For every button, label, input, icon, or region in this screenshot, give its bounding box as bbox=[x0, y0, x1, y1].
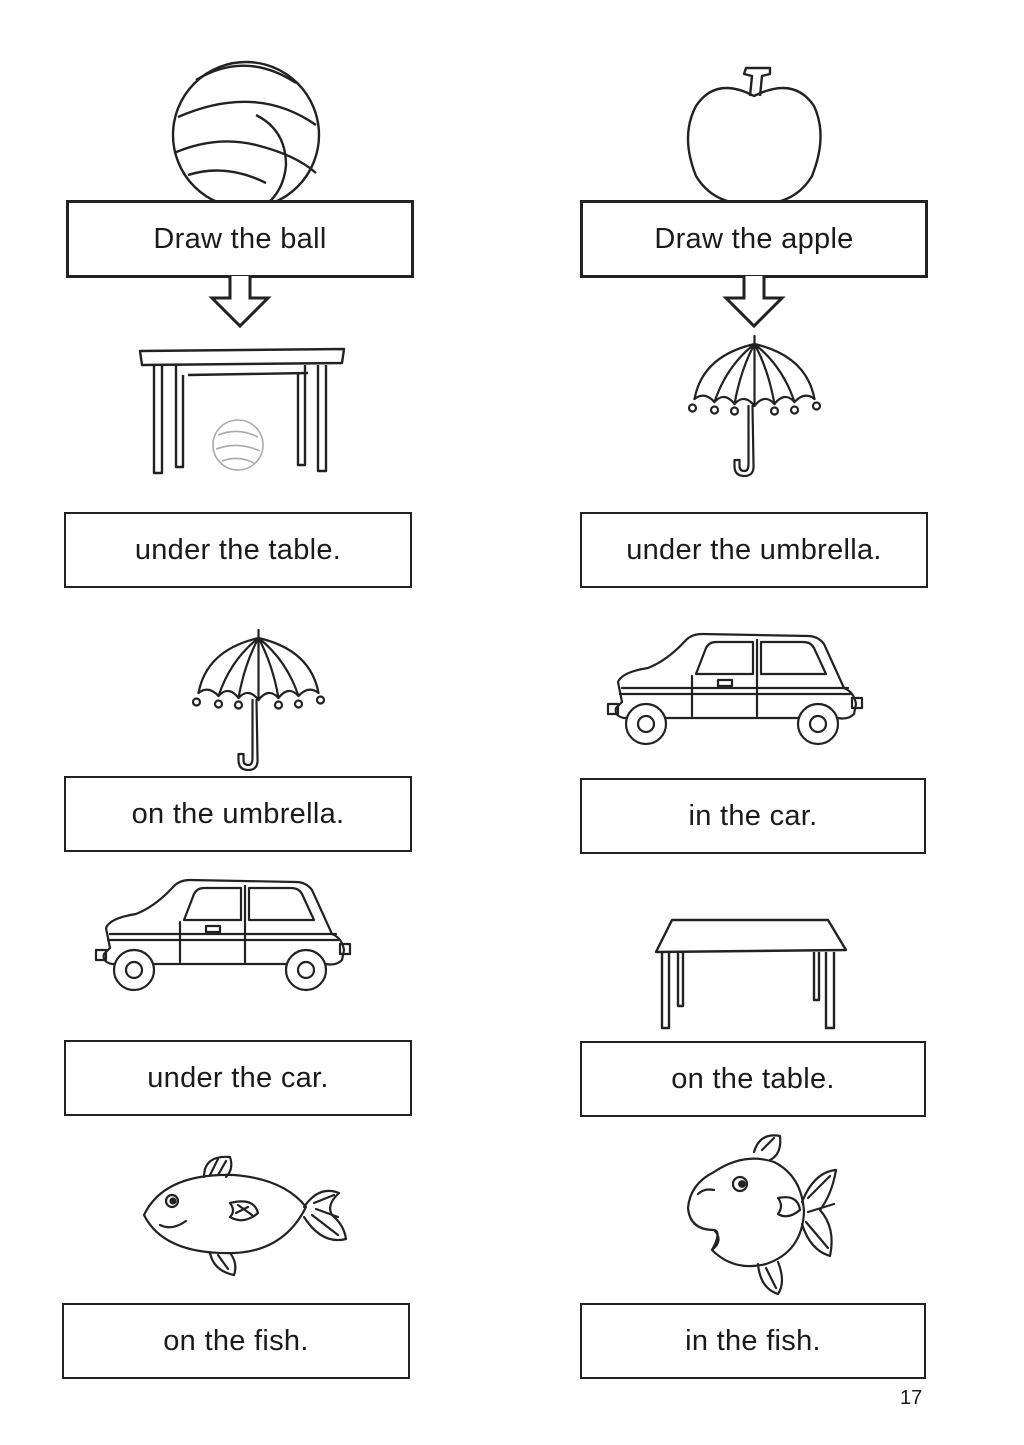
instruction-ball: Draw the ball bbox=[153, 222, 327, 255]
label-box-left-4 bbox=[62, 1303, 410, 1379]
label-left-1: under the table. bbox=[134, 533, 342, 566]
table-icon bbox=[654, 918, 848, 1033]
label-box-right-1 bbox=[580, 512, 928, 588]
label-box-right-2 bbox=[580, 778, 926, 854]
instruction-box-apple bbox=[580, 200, 928, 278]
umbrella-icon bbox=[680, 336, 830, 481]
label-left-3: under the car. bbox=[147, 1061, 329, 1094]
label-left-4: on the fish. bbox=[163, 1324, 309, 1357]
umbrella-icon bbox=[184, 630, 334, 775]
label-right-1: under the umbrella. bbox=[626, 533, 882, 566]
label-left-2: on the umbrella. bbox=[131, 797, 345, 830]
car-icon bbox=[608, 630, 864, 750]
arrow-down-icon bbox=[210, 276, 270, 330]
label-right-2: in the car. bbox=[688, 799, 818, 832]
ball-icon bbox=[166, 55, 326, 205]
instruction-box-ball bbox=[66, 200, 414, 278]
table-icon bbox=[138, 345, 348, 475]
label-right-4: in the fish. bbox=[685, 1324, 821, 1357]
label-box-left-1 bbox=[64, 512, 412, 588]
apple-icon bbox=[676, 66, 836, 216]
label-box-right-4 bbox=[580, 1303, 926, 1379]
page-number: 17 bbox=[900, 1387, 923, 1409]
fish-icon bbox=[134, 1155, 350, 1280]
label-box-left-3 bbox=[64, 1040, 412, 1116]
fish-icon bbox=[684, 1132, 844, 1307]
label-box-left-2 bbox=[64, 776, 412, 852]
car-icon bbox=[96, 876, 352, 996]
instruction-apple: Draw the apple bbox=[654, 222, 854, 255]
label-box-right-3 bbox=[580, 1041, 926, 1117]
label-right-3: on the table. bbox=[671, 1062, 835, 1095]
arrow-down-icon bbox=[724, 276, 784, 330]
